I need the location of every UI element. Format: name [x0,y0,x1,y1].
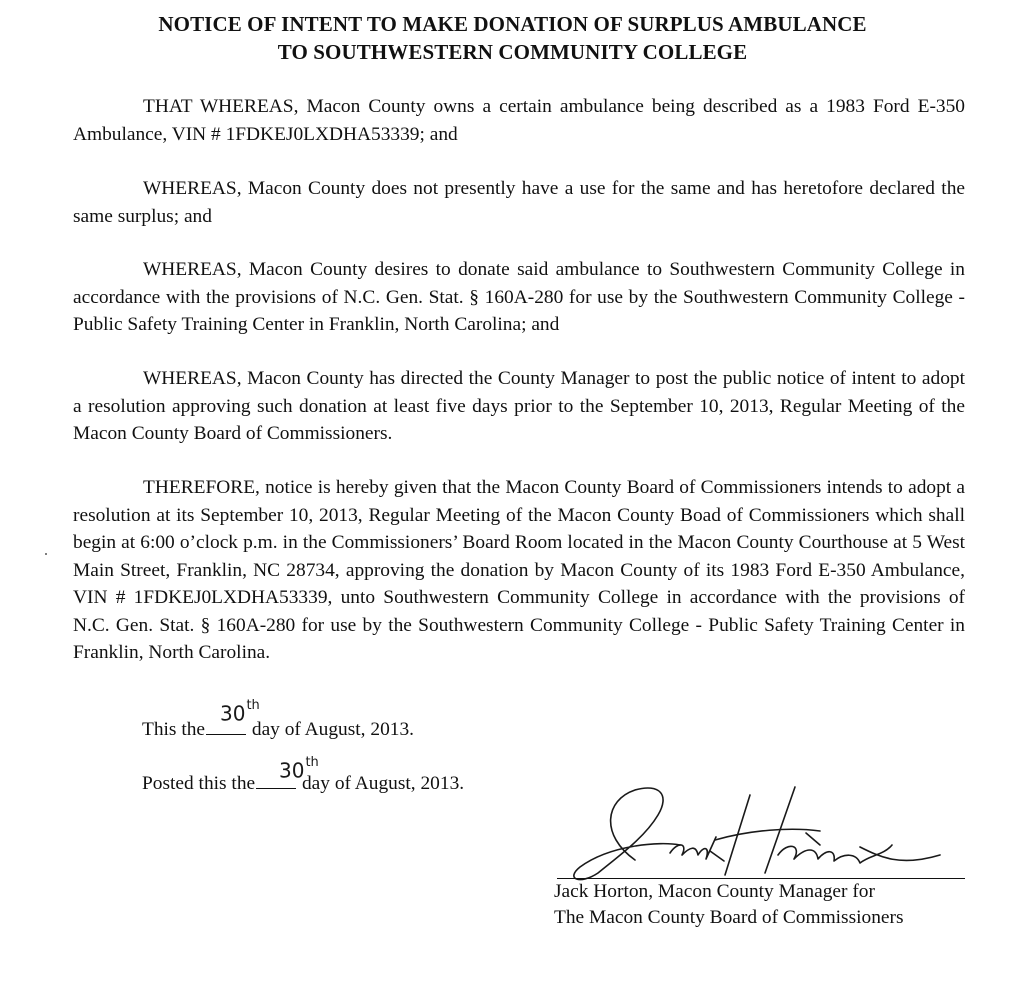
paragraph-donation-desire: WHEREAS, Macon County desires to donate said ambulance to Southwestern Community College in accordance with the provisions of N.C. Gen. Stat. § 160A-280 for use by the Southwestern Community College - Public Safety Training Center in Franklin, North Carolina; and [73,259,965,335]
document-title [0,10,1025,66]
posted-prefix: Posted this the [142,773,256,794]
paragraph-surplus: WHEREAS, Macon County does not presently have a use for the same and has heretofore declared the same surplus; and [73,178,965,227]
paragraph-therefore: THEREFORE, notice is hereby given that the Macon County Board of Commissioners intends to adopt a resolution at its September 10, 2013, Regular Meeting of the Macon County Boad of Commissioners which shall begin at 6:00 o’clock p.m. in the Commissioners’ Board Room located in the Macon County Courthouse at 5 West Main Street, Franklin, NC 28734, approving the donation by Macon County of its 1983 Ford E-350 Ambulance, VIN # 1FDKEJ0LXDHA53339, unto Southwestern Community College in accordance with the provisions of N.C. Gen. Stat. § 160A-280 for use by the Southwestern Community College - Public Safety Training Center in Franklin, North Carolina. [73,477,965,663]
title-line-2: TO SOUTHWESTERN COMMUNITY COLLEGE [277,40,748,64]
scan-speck [45,553,47,555]
dated-prefix: This the [142,719,206,740]
posted-handwritten-day: 30th [279,755,319,783]
handwritten-signature [520,775,980,885]
dated-handwritten-day: 30th [220,698,260,726]
paragraph-ownership: THAT WHEREAS, Macon County owns a certain ambulance being described as a 1983 Ford E-350 Ambulance, VIN # 1FDKEJ0LXDHA53339; and [73,96,965,145]
title-line-1: NOTICE OF INTENT TO MAKE DONATION OF SURPLUS AMBULANCE [158,12,867,36]
paragraph-public-notice: WHEREAS, Macon County has directed the County Manager to post the public notice of intent to adopt a resolution approving such donation at least five days prior to the September 10, 2013, Regular Meeting of the Macon County Board of Commissioners. [73,368,965,444]
dated-suffix: day of August, 2013. [251,719,414,740]
signatory-name: Jack Horton, Macon County Manager for [554,881,875,902]
dated-line [142,716,414,743]
posted-suffix: day of August, 2013. [301,773,465,794]
signatory-organization: The Macon County Board of Commissioners [554,907,904,928]
